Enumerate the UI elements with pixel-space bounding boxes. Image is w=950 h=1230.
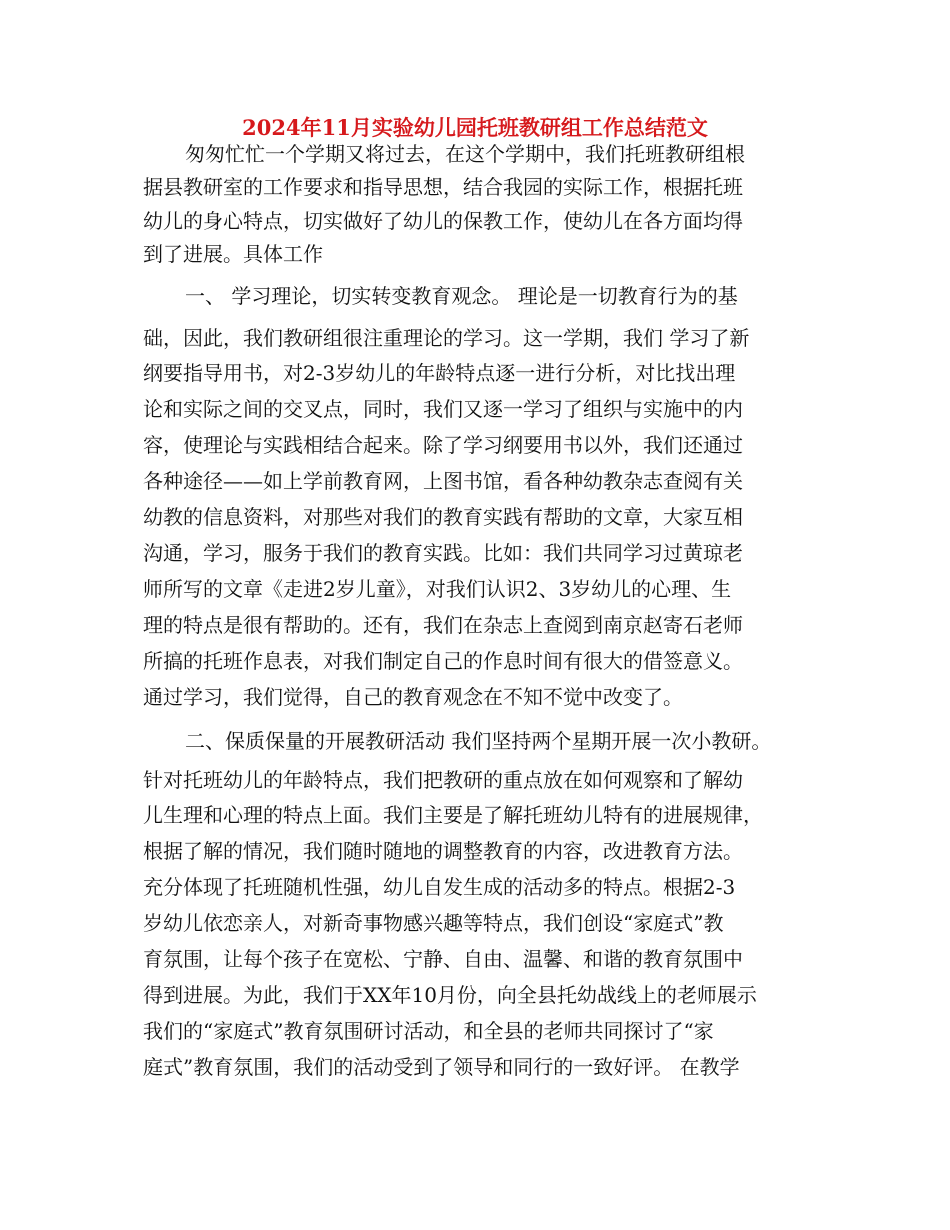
- text-line: 据县教研室的工作要求和指导思想，结合我园的实际工作，根据托班: [143, 175, 743, 199]
- text-line: 幼教的信息资料，对那些对我们的教育实践有帮助的文章，大家互相: [143, 505, 743, 529]
- text-line: 二、保质保量的开展教研活动 我们坚持两个星期开展一次小教研。: [185, 729, 772, 753]
- text-line: 庭式”教育氛围，我们的活动受到了领导和同行的一致好评。 在教学: [143, 1055, 740, 1079]
- text-line: 匆匆忙忙一个学期又将过去，在这个学期中，我们托班教研组根: [185, 142, 745, 166]
- text-line: 育氛围，让每个孩子在宽松、宁静、自由、温馨、和谐的教育氛围中: [143, 947, 743, 971]
- text-line: 论和实际之间的交叉点，同时，我们又逐一学习了组织与实施中的内: [143, 397, 743, 421]
- text-line: 纲要指导用书，对2-3岁幼儿的年龄特点逐一进行分析，对比找出理: [143, 361, 736, 385]
- text-line: 沟通，学习，服务于我们的教育实践。比如：我们共同学习过黄琼老: [143, 541, 743, 565]
- text-line: 充分体现了托班随机性强，幼儿自发生成的活动多的特点。根据2-3: [143, 875, 736, 899]
- document-title: 2024年11月实验幼儿园托班教研组工作总结范文: [242, 115, 708, 140]
- text-line: 通过学习，我们觉得，自己的教育观念在不知不觉中改变了。: [143, 685, 683, 709]
- text-line: 针对托班幼儿的年龄特点，我们把教研的重点放在如何观察和了解幼: [143, 768, 743, 792]
- text-line: 础，因此，我们教研组很注重理论的学习。这一学期，我们 学习了新: [143, 326, 750, 350]
- text-line: 儿生理和心理的特点上面。我们主要是了解托班幼儿特有的进展规律，: [143, 803, 763, 827]
- text-line: 到了进展。具体工作: [143, 242, 323, 266]
- text-line: 各种途径——如上学前教育网，上图书馆，看各种幼教杂志查阅有关: [143, 469, 743, 493]
- text-line: 容，使理论与实践相结合起来。除了学习纲要用书以外，我们还通过: [143, 433, 743, 457]
- text-line: 幼儿的身心特点，切实做好了幼儿的保教工作，使幼儿在各方面均得: [143, 209, 743, 233]
- text-line: 我们的“家庭式”教育氛围研讨活动，和全县的老师共同探讨了“家: [143, 1019, 714, 1043]
- text-line: 得到进展。为此，我们于XX年10月份，向全县托幼战线上的老师展示: [143, 983, 757, 1007]
- text-line: 理的特点是很有帮助的。还有，我们在杂志上查阅到南京赵寄石老师: [143, 613, 743, 637]
- text-line: 一、 学习理论，切实转变教育观念。 理论是一切教育行为的基: [185, 284, 738, 308]
- text-line: 岁幼儿依恋亲人，对新奇事物感兴趣等特点，我们创设“家庭式”教: [143, 911, 724, 935]
- text-line: 师所写的文章《走进2岁儿童》，对我们认识2、3岁幼儿的心理、生: [143, 577, 732, 601]
- text-line: 所搞的托班作息表，对我们制定自己的作息时间有很大的借签意义。: [143, 649, 743, 673]
- text-line: 根据了解的情况，我们随时随地的调整教育的内容，改进教育方法。: [143, 839, 743, 863]
